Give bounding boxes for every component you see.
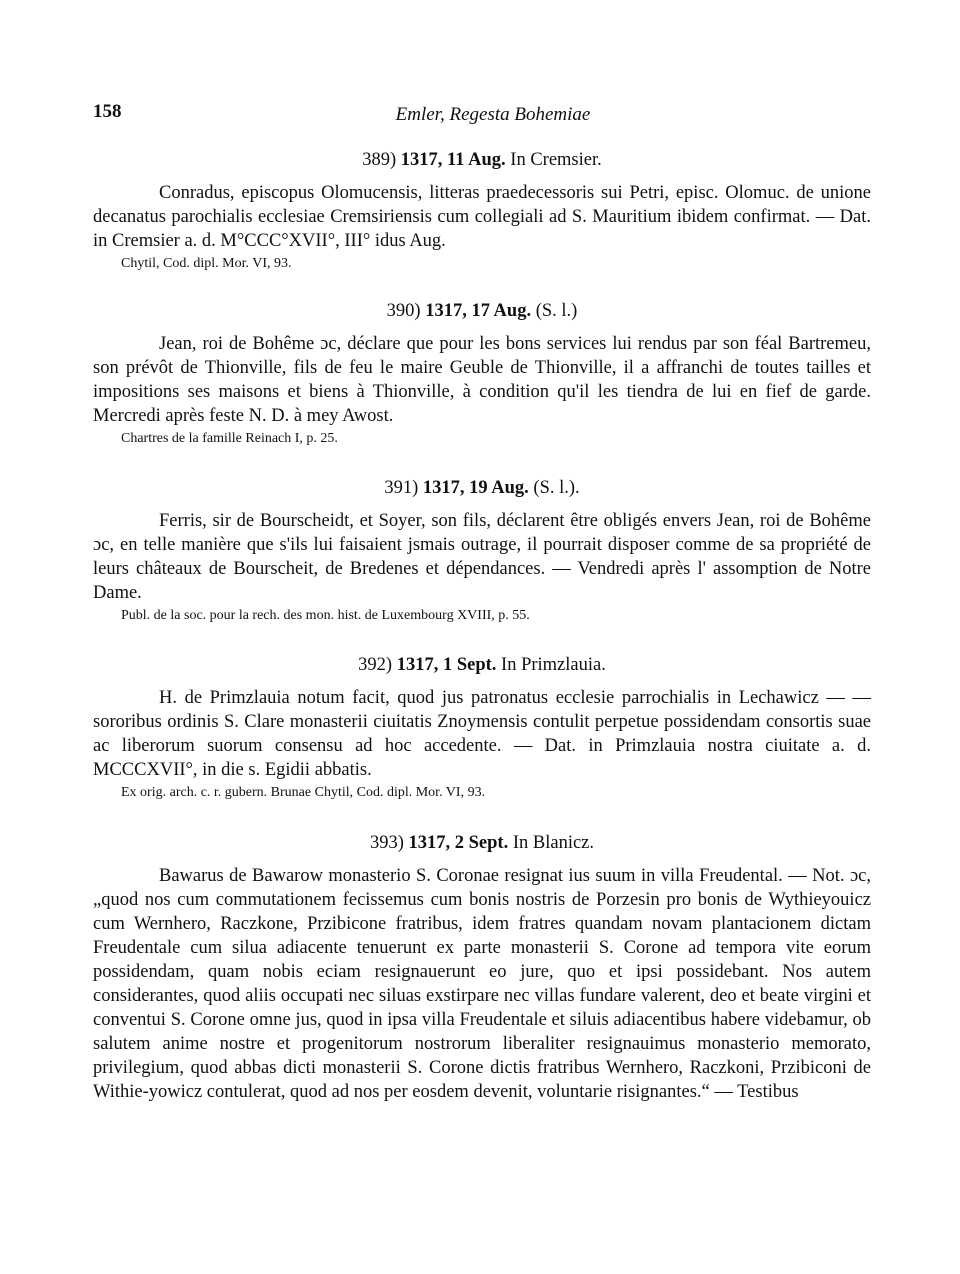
- entry-source: Ex orig. arch. c. r. gubern. Brunae Chytil, Cod. dipl. Mor. VI, 93.: [121, 785, 486, 800]
- entry-place: (S. l.).: [533, 478, 580, 498]
- entry-390: [93, 301, 871, 448]
- entry-heading: [93, 301, 871, 322]
- running-title: Emler, Regesta Bohemiae: [395, 104, 591, 125]
- entry-number: 392): [358, 655, 393, 675]
- entry-number: 391): [384, 478, 419, 498]
- entry-date: 1317, 17 Aug.: [425, 301, 532, 321]
- entry-source: Publ. de la soc. pour la rech. des mon. hist. de Luxembourg XVIII, p. 55.: [121, 608, 530, 623]
- entry-text: Ferris, sir de Bourscheidt, et Soyer, son fils, déclarent être obligés envers Jean, roi de Bohême ɔc, en telle manière que s'ils lui faisaient jsmais outrage, il pourrait disposer comme de sa propriété de leurs châteaux de Bourscheit, de Bredenes et dépendances. — Vendredi après l' assomption de Notre Dame.: [93, 511, 871, 603]
- entry-text: Jean, roi de Bohême ɔc, déclare que pour les bons services lui rendus par son féal Bartremeu, son prévôt de Thionville, fils de feu le maire Geuble de Thionville, il a affranchi de toutes tailles et impositions ses maisons et biens à Thionville, à condition qu'il les tiendra de lui en fief de garde. Mercredi après feste N. D. à mey Awost.: [93, 334, 871, 426]
- entry-number: 389): [362, 150, 397, 170]
- entry-date: 1317, 11 Aug.: [400, 150, 506, 170]
- entry-place: In Primzlauia.: [501, 655, 606, 675]
- entry-heading: [93, 150, 871, 171]
- entry-place: In Blanicz.: [512, 833, 595, 853]
- page-number: 158: [93, 101, 122, 122]
- entry-source: Chartres de la famille Reinach I, p. 25.: [121, 431, 338, 446]
- entry-heading: [93, 655, 871, 676]
- entry-number: 390): [386, 301, 421, 321]
- entry-place: (S. l.): [535, 301, 578, 321]
- entry-date: 1317, 19 Aug.: [422, 478, 529, 498]
- entry-392: [93, 655, 871, 802]
- entry-text: Bawarus de Bawarow monasterio S. Coronae resignat ius suum in villa Freudental. — Not. ɔc, „quod nos cum commutationem fecissemus cum bonis nostris de Porzesin pro bonis de Wythieyouicz cum Wernhero, Raczkone, Przibicone fratribus, idem fratres quandam novam plantacionem dictam Freudentale cum silua adiacente tenuerunt ex parte monasterii S. Corone ad tempora vite eorum possidendam, quam nobis eciam resignauerunt eo jure, quo et ipsi possidebant. Nos autem considerantes, quod aliis occupati nec siluas exstirpare nec villas fundare valerent, deo et beate virgini et conventui S. Corone omne jus, quod in ipsa villa Freudentale et siluis adiacentibus habere videbamur, ob salutem anime nostre et progenitorum nostrorum liberaliter resignauimus monasterio memorato, privilegium, quod abbas dicti monasterii S. Corone dictis fratribus Wernhero, Raczkoni, Przibiconi de Withie-yowicz contulerat, quod ad nos per eosdem devenit, voluntarie risignantes.“ — Testibus: [93, 866, 871, 1102]
- entry-heading: [93, 833, 871, 854]
- entry-text: Conradus, episcopus Olomucensis, litteras praedecessoris sui Petri, episc. Olomuc. de unione decanatus parochialis ecclesiae Cremsiriensis cum collegiali ad S. Mauritium ibidem confirmat. — Dat. in Cremsier a. d. M°CCC°XVII°, III° idus Aug.: [93, 183, 871, 251]
- entry-date: 1317, 1 Sept.: [396, 655, 497, 675]
- entry-source: Chytil, Cod. dipl. Mor. VI, 93.: [121, 256, 292, 271]
- entry-393: [93, 833, 871, 1104]
- entry-391: [93, 478, 871, 625]
- entry-number: 393): [369, 833, 404, 853]
- entry-heading: [93, 478, 871, 499]
- entry-text: H. de Primzlauia notum facit, quod jus patronatus ecclesie parrochialis in Lechawicz — — sororibus ordinis S. Clare monasterii ciuitatis Znoymensis contulit perpetue possidendam consortis suae ac liberorum suorum consensu ad hoc accedente. — Dat. in Primzlauia nostra ciuitate a. d. MCCCXVII°, in die s. Egidii abbatis.: [93, 688, 871, 780]
- entry-place: In Cremsier.: [510, 150, 602, 170]
- entry-389: [93, 150, 871, 273]
- entry-date: 1317, 2 Sept.: [408, 833, 509, 853]
